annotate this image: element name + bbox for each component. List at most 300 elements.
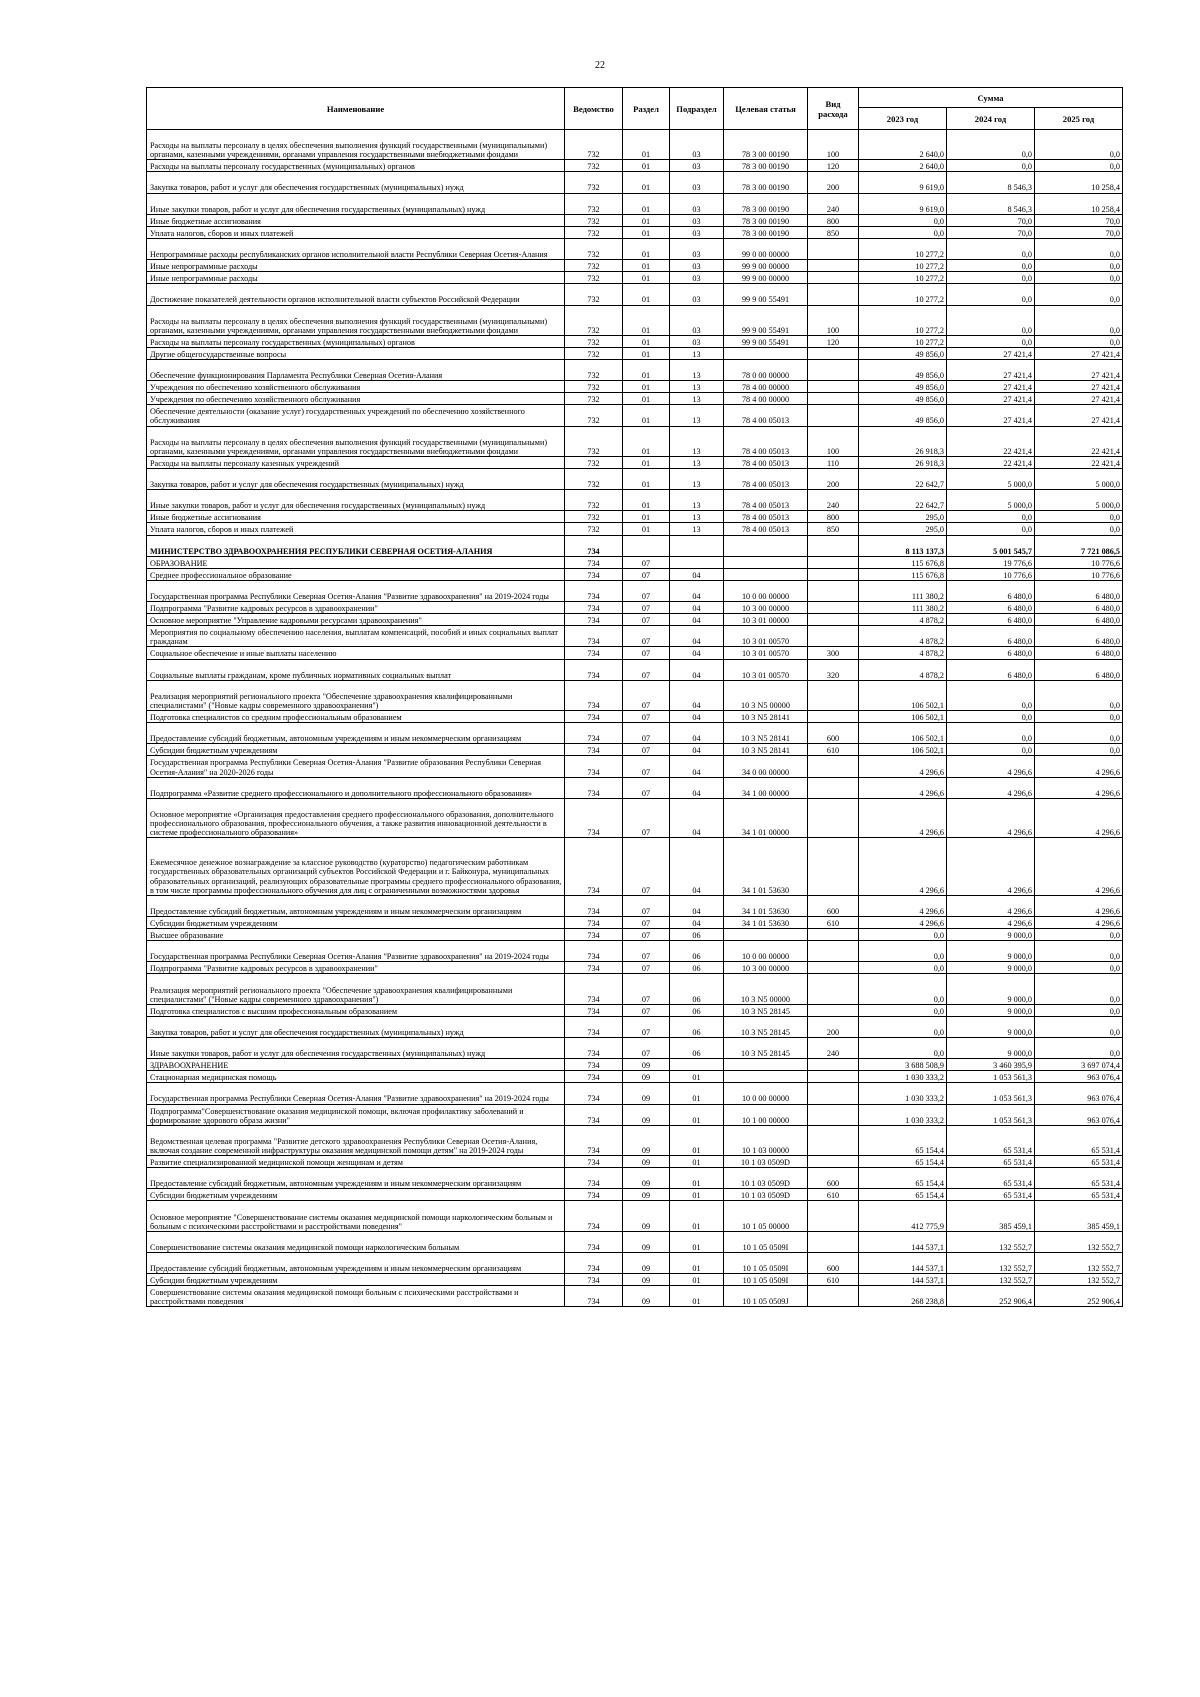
cell-kind: 300 bbox=[808, 647, 859, 659]
table-row bbox=[147, 1071, 1123, 1083]
cell-dept: 732 bbox=[565, 238, 623, 259]
cell-section: 01 bbox=[623, 347, 670, 359]
cell-2023: 26 918,3 bbox=[859, 426, 947, 456]
cell-2023: 26 918,3 bbox=[859, 456, 947, 468]
cell-2025: 0,0 bbox=[1035, 260, 1123, 272]
table-row bbox=[147, 1189, 1123, 1201]
cell-dept: 734 bbox=[565, 1231, 623, 1252]
cell-dept: 734 bbox=[565, 1071, 623, 1083]
cell-name: Государственная программа Республики Северная Осетия-Алания "Развитие образования Республики Северная Осетия-Алания" на 2020-2026 годы bbox=[147, 756, 565, 777]
cell-subsection: 04 bbox=[670, 626, 724, 647]
cell-section: 01 bbox=[623, 490, 670, 511]
cell-2024: 0,0 bbox=[947, 272, 1035, 284]
cell-dept: 734 bbox=[565, 1286, 623, 1307]
cell-section: 01 bbox=[623, 260, 670, 272]
cell-2024: 0,0 bbox=[947, 160, 1035, 172]
cell-kind: 240 bbox=[808, 490, 859, 511]
table-row bbox=[147, 1201, 1123, 1231]
cell-2023: 115 676,8 bbox=[859, 568, 947, 580]
cell-target: 34 1 01 53630 bbox=[724, 916, 808, 928]
cell-2023: 10 277,2 bbox=[859, 335, 947, 347]
cell-kind: 200 bbox=[808, 1016, 859, 1037]
cell-target: 78 4 00 00000 bbox=[724, 393, 808, 405]
cell-2024: 0,0 bbox=[947, 511, 1035, 523]
cell-2023: 144 537,1 bbox=[859, 1252, 947, 1273]
cell-subsection: 13 bbox=[670, 511, 724, 523]
cell-2024: 9 000,0 bbox=[947, 929, 1035, 941]
cell-2024: 6 480,0 bbox=[947, 626, 1035, 647]
cell-target bbox=[724, 556, 808, 568]
cell-section: 07 bbox=[623, 895, 670, 916]
table-row bbox=[147, 1004, 1123, 1016]
table-row bbox=[147, 405, 1123, 426]
cell-2024: 6 480,0 bbox=[947, 602, 1035, 614]
cell-dept: 734 bbox=[565, 777, 623, 798]
table-row bbox=[147, 929, 1123, 941]
cell-section: 01 bbox=[623, 226, 670, 238]
cell-target bbox=[724, 1059, 808, 1071]
cell-section: 07 bbox=[623, 556, 670, 568]
cell-dept: 732 bbox=[565, 381, 623, 393]
cell-2024: 19 776,6 bbox=[947, 556, 1035, 568]
cell-subsection: 13 bbox=[670, 381, 724, 393]
cell-name: Ежемесячное денежное вознаграждение за классное руководство (кураторство) педагогическим работникам государственных образовательных организаций субъектов Российской Федерации и г. Байконура, муниципальных образовательных организаций, реализующих образовательные программы среднего профессионального образования, в том числе программы профессионального обучения для лиц с ограниченными возможностями здоровья bbox=[147, 838, 565, 896]
cell-dept: 734 bbox=[565, 1156, 623, 1168]
cell-2024: 9 000,0 bbox=[947, 941, 1035, 962]
cell-2023: 295,0 bbox=[859, 523, 947, 535]
cell-section: 01 bbox=[623, 426, 670, 456]
cell-target: 10 1 03 00000 bbox=[724, 1125, 808, 1155]
cell-section: 09 bbox=[623, 1201, 670, 1231]
cell-2025: 6 480,0 bbox=[1035, 647, 1123, 659]
table-row bbox=[147, 381, 1123, 393]
cell-name: Среднее профессиональное образование bbox=[147, 568, 565, 580]
cell-dept: 734 bbox=[565, 1059, 623, 1071]
cell-2024: 27 421,4 bbox=[947, 393, 1035, 405]
cell-section: 09 bbox=[623, 1083, 670, 1104]
cell-kind bbox=[808, 381, 859, 393]
cell-section: 07 bbox=[623, 777, 670, 798]
table-row bbox=[147, 160, 1123, 172]
cell-2024: 385 459,1 bbox=[947, 1201, 1035, 1231]
cell-2025: 132 552,7 bbox=[1035, 1231, 1123, 1252]
cell-target: 78 4 00 05013 bbox=[724, 468, 808, 489]
cell-kind bbox=[808, 798, 859, 837]
cell-section: 01 bbox=[623, 393, 670, 405]
cell-kind bbox=[808, 941, 859, 962]
cell-kind: 120 bbox=[808, 160, 859, 172]
cell-kind: 800 bbox=[808, 214, 859, 226]
cell-section: 01 bbox=[623, 511, 670, 523]
cell-section: 07 bbox=[623, 916, 670, 928]
cell-subsection: 01 bbox=[670, 1252, 724, 1273]
cell-2024: 4 296,6 bbox=[947, 916, 1035, 928]
cell-kind bbox=[808, 614, 859, 626]
cell-section: 07 bbox=[623, 929, 670, 941]
cell-section: 09 bbox=[623, 1189, 670, 1201]
cell-2025: 22 421,4 bbox=[1035, 456, 1123, 468]
cell-subsection: 13 bbox=[670, 468, 724, 489]
cell-target: 10 1 05 0509J bbox=[724, 1286, 808, 1307]
cell-2024: 5 000,0 bbox=[947, 468, 1035, 489]
cell-2025: 0,0 bbox=[1035, 284, 1123, 305]
cell-kind bbox=[808, 1286, 859, 1307]
cell-2023: 106 502,1 bbox=[859, 711, 947, 723]
cell-target: 78 3 00 00190 bbox=[724, 160, 808, 172]
cell-2025: 65 531,4 bbox=[1035, 1125, 1123, 1155]
cell-2023: 9 619,0 bbox=[859, 193, 947, 214]
cell-2023: 0,0 bbox=[859, 974, 947, 1004]
cell-name: Государственная программа Республики Северная Осетия-Алания "Развитие здравоохранения" на 2019-2024 годы bbox=[147, 1083, 565, 1104]
cell-dept: 732 bbox=[565, 172, 623, 193]
cell-2025: 10 776,6 bbox=[1035, 556, 1123, 568]
table-row bbox=[147, 1156, 1123, 1168]
cell-2024: 27 421,4 bbox=[947, 381, 1035, 393]
cell-name: Субсидии бюджетным учреждениям bbox=[147, 1274, 565, 1286]
cell-2024: 70,0 bbox=[947, 226, 1035, 238]
header-target: Целевая статья bbox=[724, 88, 808, 130]
cell-dept: 734 bbox=[565, 941, 623, 962]
cell-section: 07 bbox=[623, 580, 670, 601]
cell-subsection: 01 bbox=[670, 1189, 724, 1201]
cell-section: 07 bbox=[623, 974, 670, 1004]
cell-kind: 800 bbox=[808, 511, 859, 523]
cell-dept: 732 bbox=[565, 130, 623, 160]
cell-2024: 70,0 bbox=[947, 214, 1035, 226]
cell-2023: 10 277,2 bbox=[859, 260, 947, 272]
cell-subsection: 01 bbox=[670, 1156, 724, 1168]
table-row bbox=[147, 895, 1123, 916]
cell-dept: 734 bbox=[565, 744, 623, 756]
cell-dept: 732 bbox=[565, 335, 623, 347]
cell-2023: 10 277,2 bbox=[859, 284, 947, 305]
cell-2024: 0,0 bbox=[947, 130, 1035, 160]
cell-2024: 6 480,0 bbox=[947, 659, 1035, 680]
cell-section: 01 bbox=[623, 305, 670, 335]
cell-2025: 5 000,0 bbox=[1035, 468, 1123, 489]
cell-2024: 4 296,6 bbox=[947, 798, 1035, 837]
table-row bbox=[147, 602, 1123, 614]
cell-2024: 6 480,0 bbox=[947, 580, 1035, 601]
cell-subsection: 13 bbox=[670, 360, 724, 381]
cell-2024: 65 531,4 bbox=[947, 1189, 1035, 1201]
cell-2025: 4 296,6 bbox=[1035, 798, 1123, 837]
table-row bbox=[147, 916, 1123, 928]
cell-2023: 3 688 508,9 bbox=[859, 1059, 947, 1071]
cell-target: 99 9 00 00000 bbox=[724, 272, 808, 284]
table-row bbox=[147, 456, 1123, 468]
cell-target: 10 1 05 0509I bbox=[724, 1274, 808, 1286]
cell-kind: 600 bbox=[808, 723, 859, 744]
cell-2025: 27 421,4 bbox=[1035, 393, 1123, 405]
cell-2025: 10 258,4 bbox=[1035, 193, 1123, 214]
cell-2024: 27 421,4 bbox=[947, 360, 1035, 381]
cell-dept: 732 bbox=[565, 193, 623, 214]
cell-dept: 734 bbox=[565, 614, 623, 626]
cell-2023: 65 154,4 bbox=[859, 1168, 947, 1189]
table-row bbox=[147, 838, 1123, 896]
cell-subsection: 03 bbox=[670, 214, 724, 226]
cell-2023: 1 030 333,2 bbox=[859, 1071, 947, 1083]
table-row bbox=[147, 568, 1123, 580]
cell-2025: 4 296,6 bbox=[1035, 895, 1123, 916]
cell-kind bbox=[808, 838, 859, 896]
cell-2025: 4 296,6 bbox=[1035, 756, 1123, 777]
cell-2023: 49 856,0 bbox=[859, 405, 947, 426]
table-row bbox=[147, 284, 1123, 305]
table-row bbox=[147, 723, 1123, 744]
cell-subsection: 13 bbox=[670, 490, 724, 511]
cell-kind bbox=[808, 535, 859, 556]
cell-2025: 0,0 bbox=[1035, 272, 1123, 284]
cell-section: 01 bbox=[623, 193, 670, 214]
cell-kind bbox=[808, 580, 859, 601]
cell-2024: 9 000,0 bbox=[947, 1038, 1035, 1059]
table-row bbox=[147, 535, 1123, 556]
cell-subsection bbox=[670, 1059, 724, 1071]
cell-name: Закупка товаров, работ и услуг для обеспечения государственных (муниципальных) нужд bbox=[147, 468, 565, 489]
cell-2023: 2 640,0 bbox=[859, 160, 947, 172]
cell-dept: 734 bbox=[565, 1083, 623, 1104]
cell-section: 07 bbox=[623, 680, 670, 710]
cell-target: 78 4 00 05013 bbox=[724, 511, 808, 523]
cell-name: Реализация мероприятий регионального проекта "Обеспечение здравоохранения квалифицированными специалистами" ("Новые кадры современного здравоохранения") bbox=[147, 680, 565, 710]
cell-2025: 0,0 bbox=[1035, 130, 1123, 160]
table-row bbox=[147, 1168, 1123, 1189]
cell-kind: 200 bbox=[808, 468, 859, 489]
cell-2023: 0,0 bbox=[859, 226, 947, 238]
cell-dept: 734 bbox=[565, 711, 623, 723]
cell-2025: 0,0 bbox=[1035, 680, 1123, 710]
table-row bbox=[147, 214, 1123, 226]
table-row bbox=[147, 1038, 1123, 1059]
cell-section: 09 bbox=[623, 1286, 670, 1307]
cell-2024: 0,0 bbox=[947, 238, 1035, 259]
table-row bbox=[147, 193, 1123, 214]
cell-2025: 27 421,4 bbox=[1035, 347, 1123, 359]
cell-2025: 132 552,7 bbox=[1035, 1252, 1123, 1273]
cell-target: 10 3 N5 00000 bbox=[724, 974, 808, 1004]
table-row bbox=[147, 172, 1123, 193]
table-row bbox=[147, 1274, 1123, 1286]
cell-subsection: 01 bbox=[670, 1274, 724, 1286]
table-row bbox=[147, 626, 1123, 647]
cell-target: 78 3 00 00190 bbox=[724, 214, 808, 226]
cell-name: Основное мероприятие "Управление кадровыми ресурсами здравоохранения" bbox=[147, 614, 565, 626]
cell-section: 07 bbox=[623, 1038, 670, 1059]
cell-kind bbox=[808, 568, 859, 580]
table-row bbox=[147, 647, 1123, 659]
cell-kind: 610 bbox=[808, 916, 859, 928]
cell-2025: 0,0 bbox=[1035, 962, 1123, 974]
cell-section: 09 bbox=[623, 1252, 670, 1273]
cell-kind bbox=[808, 260, 859, 272]
cell-subsection: 03 bbox=[670, 160, 724, 172]
cell-2024: 4 296,6 bbox=[947, 838, 1035, 896]
cell-name: Предоставление субсидий бюджетным, автономным учреждениям и иным некоммерческим организациям bbox=[147, 895, 565, 916]
cell-section: 01 bbox=[623, 172, 670, 193]
cell-subsection: 06 bbox=[670, 1004, 724, 1016]
table-row bbox=[147, 335, 1123, 347]
cell-name: Обеспечение функционирования Парламента Республики Северная Осетия-Алания bbox=[147, 360, 565, 381]
cell-subsection: 04 bbox=[670, 756, 724, 777]
cell-target: 99 9 00 00000 bbox=[724, 260, 808, 272]
cell-2024: 6 480,0 bbox=[947, 614, 1035, 626]
cell-2024: 65 531,4 bbox=[947, 1125, 1035, 1155]
cell-2024: 1 053 561,3 bbox=[947, 1104, 1035, 1125]
cell-name: Социальные выплаты гражданам, кроме публичных нормативных социальных выплат bbox=[147, 659, 565, 680]
table-row bbox=[147, 1286, 1123, 1307]
cell-target: 10 3 01 00570 bbox=[724, 659, 808, 680]
cell-dept: 734 bbox=[565, 1004, 623, 1016]
cell-target: 99 9 00 55491 bbox=[724, 335, 808, 347]
cell-dept: 734 bbox=[565, 723, 623, 744]
cell-2025: 252 906,4 bbox=[1035, 1286, 1123, 1307]
cell-target: 10 1 03 0509D bbox=[724, 1189, 808, 1201]
cell-2025: 7 721 086,5 bbox=[1035, 535, 1123, 556]
cell-kind bbox=[808, 360, 859, 381]
cell-section: 07 bbox=[623, 756, 670, 777]
cell-name: Государственная программа Республики Северная Осетия-Алания "Развитие здравоохранения" на 2019-2024 годы bbox=[147, 580, 565, 601]
cell-subsection: 01 bbox=[670, 1201, 724, 1231]
cell-subsection: 06 bbox=[670, 962, 724, 974]
cell-dept: 734 bbox=[565, 1201, 623, 1231]
cell-2023: 0,0 bbox=[859, 1038, 947, 1059]
cell-name: Уплата налогов, сборов и иных платежей bbox=[147, 226, 565, 238]
cell-2023: 49 856,0 bbox=[859, 393, 947, 405]
cell-2024: 5 001 545,7 bbox=[947, 535, 1035, 556]
cell-section: 01 bbox=[623, 130, 670, 160]
cell-2024: 252 906,4 bbox=[947, 1286, 1035, 1307]
cell-dept: 734 bbox=[565, 1274, 623, 1286]
cell-dept: 732 bbox=[565, 468, 623, 489]
cell-subsection: 04 bbox=[670, 798, 724, 837]
cell-2025: 0,0 bbox=[1035, 1004, 1123, 1016]
cell-target: 78 4 00 05013 bbox=[724, 490, 808, 511]
cell-dept: 732 bbox=[565, 426, 623, 456]
cell-section: 07 bbox=[623, 711, 670, 723]
cell-subsection: 13 bbox=[670, 347, 724, 359]
cell-2024: 0,0 bbox=[947, 335, 1035, 347]
cell-name: Расходы на выплаты персоналу в целях обеспечения выполнения функций государственными (муниципальными) органами, казенными учреждениями, органами управления государственными внебюджетными фондами bbox=[147, 305, 565, 335]
cell-name: Учреждения по обеспечению хозяйственного обслуживания bbox=[147, 393, 565, 405]
table-row bbox=[147, 680, 1123, 710]
table-row bbox=[147, 556, 1123, 568]
cell-name: Реализация мероприятий регионального проекта "Обеспечение здравоохранения квалифицированными специалистами" ("Новые кадры современного здравоохранения") bbox=[147, 974, 565, 1004]
cell-dept: 734 bbox=[565, 535, 623, 556]
cell-2024: 9 000,0 bbox=[947, 1016, 1035, 1037]
table-row bbox=[147, 1125, 1123, 1155]
cell-section: 07 bbox=[623, 723, 670, 744]
cell-2023: 0,0 bbox=[859, 962, 947, 974]
cell-kind bbox=[808, 1059, 859, 1071]
cell-section: 01 bbox=[623, 456, 670, 468]
cell-kind: 600 bbox=[808, 1252, 859, 1273]
cell-kind: 600 bbox=[808, 895, 859, 916]
cell-2023: 106 502,1 bbox=[859, 680, 947, 710]
cell-target: 99 9 00 55491 bbox=[724, 305, 808, 335]
header-2025: 2025 год bbox=[1035, 108, 1123, 130]
cell-kind bbox=[808, 1156, 859, 1168]
cell-2025: 4 296,6 bbox=[1035, 916, 1123, 928]
cell-2024: 0,0 bbox=[947, 260, 1035, 272]
cell-2025: 6 480,0 bbox=[1035, 659, 1123, 680]
cell-kind: 110 bbox=[808, 456, 859, 468]
cell-dept: 734 bbox=[565, 1038, 623, 1059]
cell-2024: 132 552,7 bbox=[947, 1274, 1035, 1286]
cell-2025: 385 459,1 bbox=[1035, 1201, 1123, 1231]
cell-2024: 0,0 bbox=[947, 744, 1035, 756]
cell-dept: 732 bbox=[565, 284, 623, 305]
cell-dept: 732 bbox=[565, 360, 623, 381]
cell-2025: 27 421,4 bbox=[1035, 381, 1123, 393]
cell-2024: 1 053 561,3 bbox=[947, 1083, 1035, 1104]
cell-dept: 734 bbox=[565, 756, 623, 777]
cell-2025: 0,0 bbox=[1035, 305, 1123, 335]
cell-2025: 0,0 bbox=[1035, 1016, 1123, 1037]
cell-dept: 732 bbox=[565, 393, 623, 405]
cell-name: Высшее образование bbox=[147, 929, 565, 941]
cell-2024: 8 546,3 bbox=[947, 172, 1035, 193]
cell-subsection bbox=[670, 535, 724, 556]
cell-2025: 3 697 074,4 bbox=[1035, 1059, 1123, 1071]
table-row bbox=[147, 393, 1123, 405]
cell-target: 10 1 05 0509I bbox=[724, 1231, 808, 1252]
cell-subsection: 06 bbox=[670, 929, 724, 941]
cell-2025: 6 480,0 bbox=[1035, 580, 1123, 601]
cell-name: Уплата налогов, сборов и иных платежей bbox=[147, 523, 565, 535]
cell-target: 10 3 N5 00000 bbox=[724, 680, 808, 710]
cell-2023: 0,0 bbox=[859, 214, 947, 226]
cell-2024: 27 421,4 bbox=[947, 405, 1035, 426]
cell-2023: 10 277,2 bbox=[859, 272, 947, 284]
cell-2025: 0,0 bbox=[1035, 1038, 1123, 1059]
cell-subsection: 13 bbox=[670, 456, 724, 468]
cell-kind: 850 bbox=[808, 523, 859, 535]
cell-target: 10 0 00 00000 bbox=[724, 941, 808, 962]
cell-name: Иные закупки товаров, работ и услуг для обеспечения государственных (муниципальных) нужд bbox=[147, 1038, 565, 1059]
cell-name: Субсидии бюджетным учреждениям bbox=[147, 916, 565, 928]
cell-2023: 0,0 bbox=[859, 929, 947, 941]
cell-subsection: 04 bbox=[670, 680, 724, 710]
cell-subsection bbox=[670, 556, 724, 568]
cell-section: 07 bbox=[623, 838, 670, 896]
cell-name: Другие общегосударственные вопросы bbox=[147, 347, 565, 359]
cell-target: 99 0 00 00000 bbox=[724, 238, 808, 259]
cell-2024: 4 296,6 bbox=[947, 756, 1035, 777]
cell-2023: 106 502,1 bbox=[859, 744, 947, 756]
table-row bbox=[147, 744, 1123, 756]
cell-target: 10 1 05 00000 bbox=[724, 1201, 808, 1231]
cell-name: Совершенствование системы оказания медицинской помощи наркологическим больным bbox=[147, 1231, 565, 1252]
cell-subsection: 01 bbox=[670, 1168, 724, 1189]
cell-2025: 4 296,6 bbox=[1035, 838, 1123, 896]
cell-name: Социальное обеспечение и иные выплаты населению bbox=[147, 647, 565, 659]
cell-subsection: 01 bbox=[670, 1104, 724, 1125]
table-row bbox=[147, 1252, 1123, 1273]
cell-name: Иные непрограммные расходы bbox=[147, 272, 565, 284]
cell-subsection: 06 bbox=[670, 1038, 724, 1059]
cell-kind bbox=[808, 393, 859, 405]
cell-name: Расходы на выплаты персоналу в целях обеспечения выполнения функций государственными (муниципальными) органами, казенными учреждениями, органами управления государственными внебюджетными фондами bbox=[147, 130, 565, 160]
cell-name: ОБРАЗОВАНИЕ bbox=[147, 556, 565, 568]
table-row bbox=[147, 272, 1123, 284]
cell-2025: 6 480,0 bbox=[1035, 614, 1123, 626]
cell-2024: 3 460 395,9 bbox=[947, 1059, 1035, 1071]
cell-target: 78 3 00 00190 bbox=[724, 172, 808, 193]
cell-target: 10 1 03 0509D bbox=[724, 1168, 808, 1189]
cell-2023: 4 878,2 bbox=[859, 614, 947, 626]
